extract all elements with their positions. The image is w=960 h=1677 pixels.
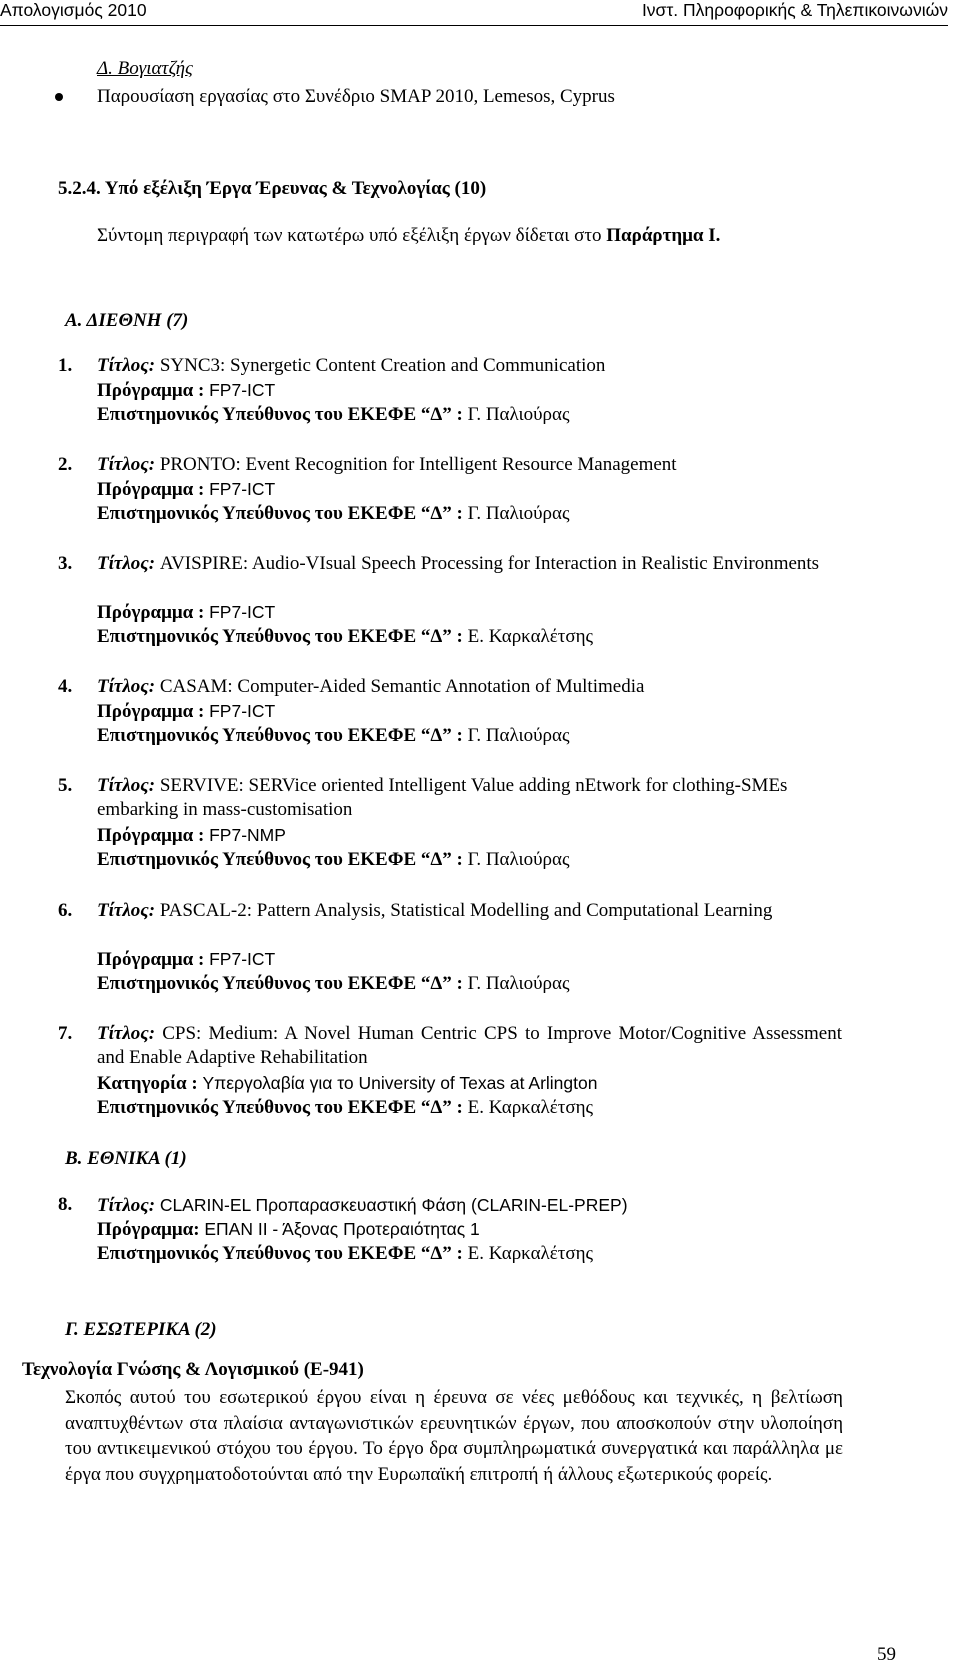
group-c-heading: Γ. ΕΣΩΤΕΡΙΚΑ (2) [65, 1319, 217, 1340]
project-program: ΕΠΑΝ ΙΙ - Άξονας Προτεραιότητας 1 [204, 1219, 480, 1239]
bullet-icon [55, 93, 63, 101]
header-left: Απολογισμός 2010 [0, 0, 147, 20]
project-responsible: Γ. Παλιούρας [467, 849, 570, 870]
project-responsible: Ε. Καρκαλέτσης [467, 626, 594, 647]
project-title: SYNC3: Synergetic Content Creation and Communication [159, 355, 606, 376]
project-program: FP7-ICT [209, 380, 276, 400]
project-title: SERVIVE: SERVice oriented Intelligent Value adding nEtwork for clothing-SMEs embarking in mass-customisation [97, 775, 788, 820]
project-responsible: Ε. Καρκαλέτσης [467, 1243, 594, 1264]
internal-project-text: Σκοπός αυτού του εσωτερικού έργου είναι η έρευνα σε νέες μεθόδους και τεχνικές, η βελτίωση αναπτυχθέντων στα πλαίσια ανταγωνιστικών ερευνητικών έργων, που αποσκοπούν στην υλοποίηση του αντικειμενικού στόχου του έργου. Το έργο δρα συμπληρωματικά συνεργατικά και παράλληλα με έργα που συγχρηματοδοτούνται από την Ευρωπαϊκή επιτροπή ή άλλους εξωτερικούς φορείς. [65, 1387, 843, 1485]
project-responsible: Ε. Καρκαλέτσης [467, 1097, 594, 1118]
project-title: CLARIN-EL Προπαρασκευαστική Φάση (CLARIN-EL-PREP) [159, 1195, 628, 1215]
group-b-heading: Β. ΕΘΝΙΚΑ (1) [65, 1148, 187, 1169]
header-right: Ινστ. Πληροφορικής & Τηλεπικοινωνιών [641, 0, 948, 20]
project-title: CASAM: Computer-Aided Semantic Annotation of Multimedia [159, 676, 645, 697]
project-title: CPS: Medium: A Novel Human Centric CPS to Improve Motor/Cognitive Assessment and Enable Adaptive Rehabilitation [97, 1023, 843, 1068]
project-program: FP7-ICT [209, 701, 276, 721]
project-title: PASCAL-2: Pattern Analysis, Statistical Modelling and Computational Learning [159, 900, 773, 921]
bullet-text: Παρουσίαση εργασίας στο Συνέδριο SMAP 2010, Lemesos, Cyprus [97, 86, 615, 107]
project-program: FP7-NMP [209, 825, 286, 845]
project-program: FP7-ICT [209, 949, 276, 969]
header-rule [0, 25, 948, 26]
internal-project-title: Τεχνολογία Γνώσης & Λογισμικού (Ε-941) [22, 1359, 364, 1380]
appendix-ref: Παράρτημα Ι. [606, 225, 721, 246]
project-responsible: Γ. Παλιούρας [467, 404, 570, 425]
project-category: Υπεργολαβία για το University of Texas at Arlington [202, 1073, 598, 1093]
project-title: PRONTO: Event Recognition for Intelligent Resource Management [159, 454, 677, 475]
project-responsible: Γ. Παλιούρας [467, 973, 570, 994]
project-program: FP7-ICT [209, 602, 276, 622]
project-title: AVISPIRE: Audio-VIsual Speech Processing for Interaction in Realistic Environments [159, 553, 820, 574]
page-number: 59 [877, 1644, 896, 1665]
project-program: FP7-ICT [209, 479, 276, 499]
project-responsible: Γ. Παλιούρας [467, 503, 570, 524]
project-responsible: Γ. Παλιούρας [467, 725, 570, 746]
author-name: Δ. Βογιατζής [97, 58, 193, 79]
section-description: Σύντομη περιγραφή των κατωτέρω υπό εξέλιξη έργων δίδεται στο Παράρτημα Ι. [97, 225, 721, 246]
page-header [0, 0, 960, 26]
section-heading: 5.2.4. Υπό εξέλιξη Έργα Έρευνας & Τεχνολογίας (10) [58, 178, 487, 199]
group-a-heading: Α. ΔΙΕΘΝΗ (7) [65, 310, 189, 331]
